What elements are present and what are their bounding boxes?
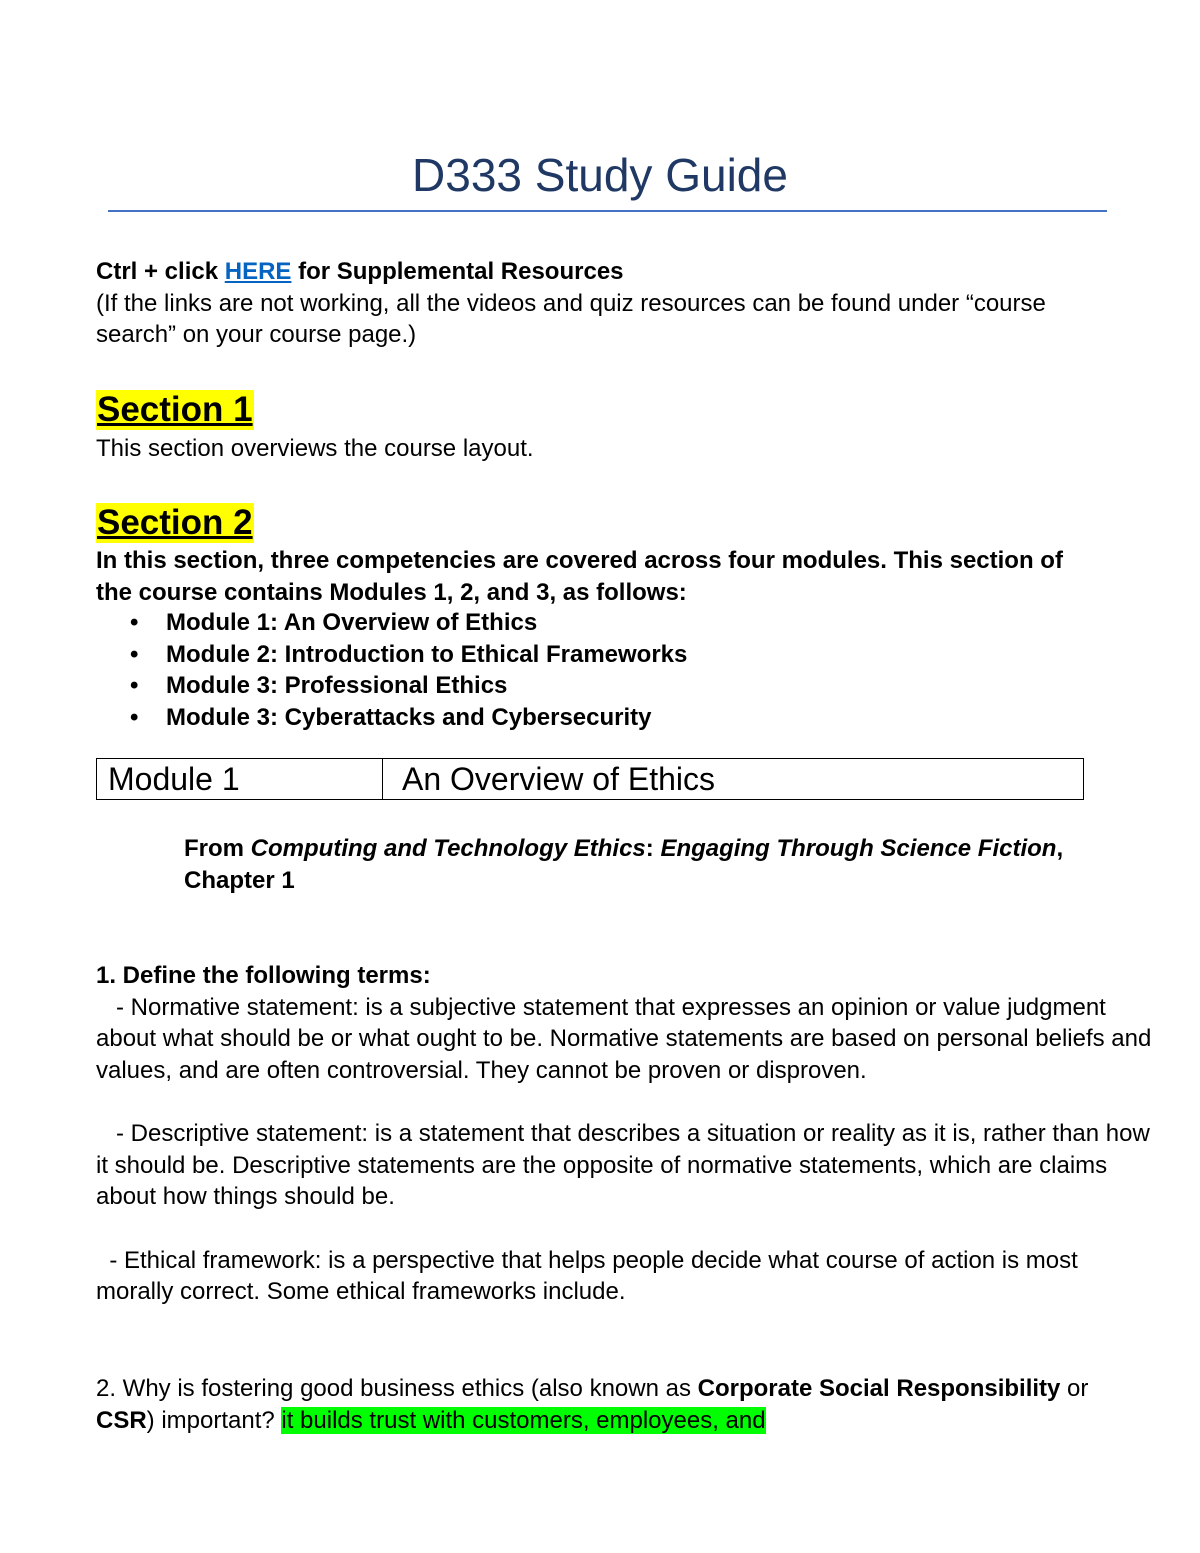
- list-item: [96, 670, 687, 702]
- title-underline: [108, 210, 1107, 212]
- source-chapter: , Chapter 1: [184, 835, 1064, 894]
- source-book-title: Computing and Technology Ethics: [250, 835, 646, 862]
- definition-normative: - Normative statement: is a subjective statement that expresses an opinion or value judgment about what should be or what ought to be. Normative statements are based on personal beliefs and values, and are often controversial. They cannot be proven or disproven.: [96, 993, 1159, 1084]
- source-book-subtitle: Engaging Through Science Fiction: [660, 835, 1057, 862]
- question-2-answer-highlight: it builds trust with customers, employees, and: [281, 1406, 766, 1434]
- list-item-text: Module 3: Cyberattacks and Cybersecurity: [166, 703, 652, 731]
- supplemental-suffix: for Supplemental Resources: [291, 258, 624, 285]
- module-list: [96, 607, 687, 733]
- bullet-icon: •: [130, 703, 139, 731]
- section-1-heading: Section 1: [97, 390, 253, 429]
- list-item: [96, 702, 687, 734]
- list-item-text: Module 1: An Overview of Ethics: [166, 609, 538, 636]
- section-2-intro: In this section, three competencies are covered across four modules. This section of the course contains Modules 1, 2, and 3, as follows:: [96, 547, 1063, 606]
- module-table: [96, 758, 1084, 800]
- question-2: [96, 1373, 1096, 1436]
- bullet-icon: •: [130, 640, 139, 668]
- module-number-cell: Module 1: [97, 759, 383, 799]
- definition-descriptive: - Descriptive statement: is a statement that describes a situation or reality as it is, rather than how it should be. Descriptive statements are the opposite of normative statements, which are claims about how things should be.: [96, 1120, 1157, 1210]
- list-item: [96, 607, 687, 639]
- section-1-text: This section overviews the course layout.: [96, 435, 534, 462]
- definition-framework: - Ethical framework: is a perspective that helps people decide what course of action is most morally correct. Some ethical frameworks include.: [96, 1246, 1085, 1305]
- list-item-text: Module 2: Introduction to Ethical Frameworks: [166, 640, 688, 668]
- supplemental-link[interactable]: HERE: [224, 258, 292, 285]
- list-item: [96, 639, 687, 671]
- question-2-or: or: [1060, 1375, 1089, 1402]
- question-2-suffix: ) important?: [146, 1406, 282, 1434]
- supplemental-prefix: Ctrl + click: [96, 258, 225, 285]
- section-2-heading: Section 2: [97, 503, 253, 542]
- supplemental-resources: [96, 256, 1116, 351]
- source-citation: [184, 833, 1104, 896]
- question-2-prefix: 2. Why is fostering good business ethics (also known as: [96, 1375, 698, 1402]
- question-2-term-csr: CSR: [96, 1406, 147, 1434]
- source-from: From: [184, 835, 251, 862]
- question-1: [96, 960, 1159, 1308]
- bullet-icon: •: [130, 672, 139, 699]
- page-title: D333 Study Guide: [412, 149, 788, 201]
- source-colon: :: [645, 835, 661, 862]
- supplemental-note: (If the links are not working, all the videos and quiz resources can be found under “course search” on your course page.): [96, 289, 1046, 348]
- question-1-heading: 1. Define the following terms:: [96, 962, 431, 989]
- question-2-term-csr-full: Corporate Social Responsibility: [697, 1375, 1061, 1402]
- module-title-cell: An Overview of Ethics: [402, 761, 715, 797]
- list-item-text: Module 3: Professional Ethics: [166, 672, 508, 699]
- bullet-icon: •: [130, 609, 139, 636]
